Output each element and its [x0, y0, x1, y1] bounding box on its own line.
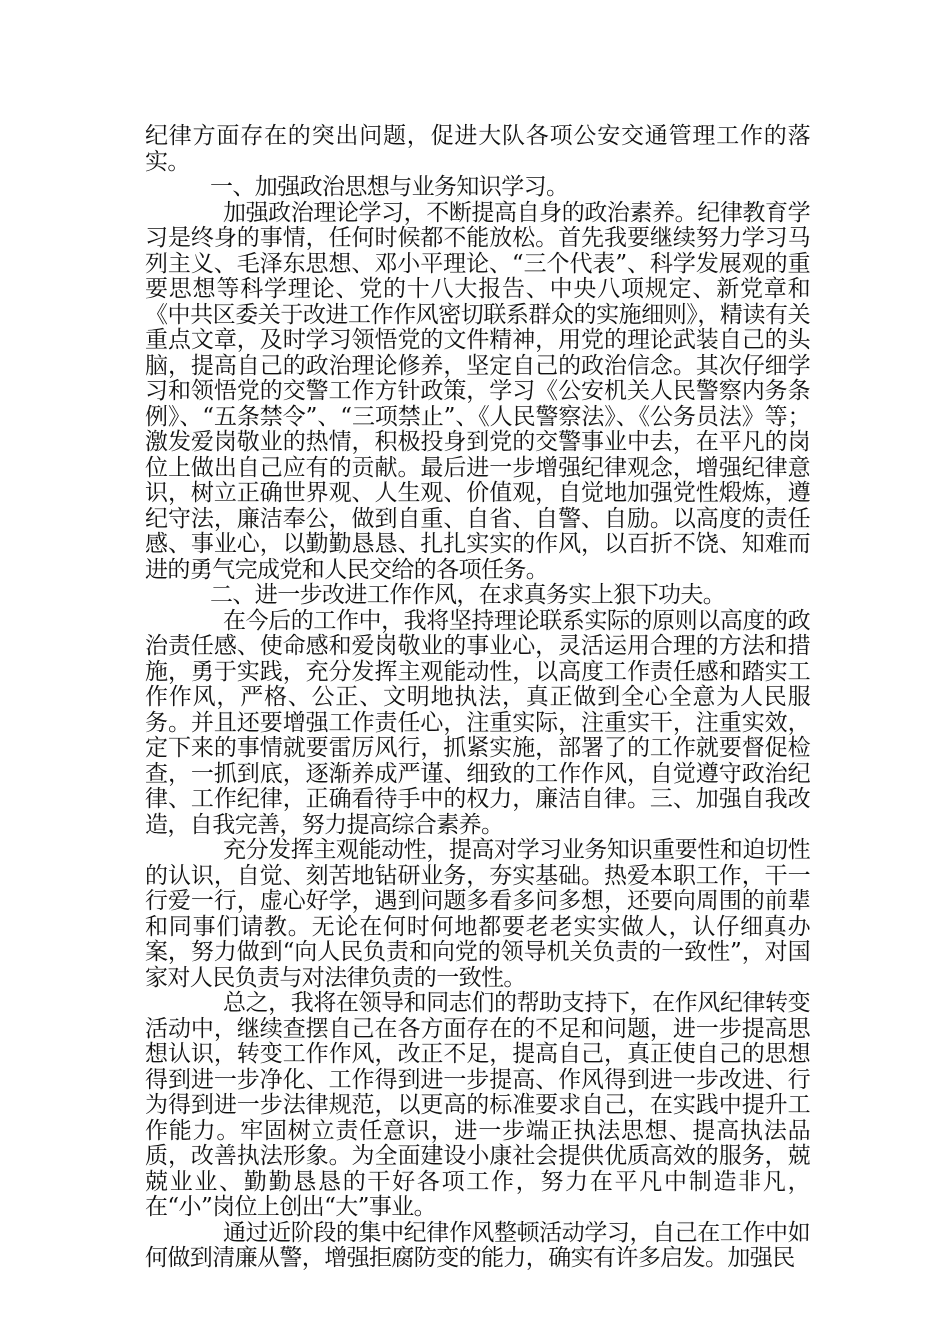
paragraph-summary: 总之，我将在领导和同志们的帮助支持下，在作风纪律转变活动中，继续查摆自己在各方面存在的不足和问题，进一步提高思想认识，转变工作作风，改正不足，提高自己，真正使自己的思想得到进一步净化、工作得到进一步提高、作风得到进一步改进、行为得到进一步法律规范，以更高的标准要求自己，在实践中提升工作能力。牢固树立责任意识，进一步端正执法思想、提高执法品质，改善执法形象。为全面建设小康社会提供优质高效的服务，兢兢业业、勤勤恳恳的干好各项工作，努力在平凡中制造非凡，在“小”岗位上创出“大”事业。	[145, 990, 810, 1220]
document-body	[145, 124, 810, 1272]
paragraph-continuation: 纪律方面存在的突出问题，促进大队各项公安交通管理工作的落实。	[145, 123, 810, 175]
paragraph-reflection: 通过近阶段的集中纪律作风整顿活动学习，自己在工作中如何做到清廉从警，增强拒腐防变的能力，确实有许多启发。加强民	[145, 1219, 810, 1271]
paragraph-work-style: 在今后的工作中，我将坚持理论联系实际的原则以高度的政治责任感、使命感和爱岗敬业的事业心，灵活运用合理的方法和措施，勇于实践，充分发挥主观能动性，以高度工作责任感和踏实工作作风，严格、公正、文明地执法，真正做到全心全意为人民服务。并且还要增强工作责任心，注重实际，注重实干，注重实效，定下来的事情就要雷厉风行，抓紧实施，部署了的工作就要督促检查，一抓到底，逐渐养成严谨、细致的工作作风，自觉遵守政治纪律、工作纪律，正确看待手中的权力，廉洁自律。三、加强自我改造，自我完善，努力提高综合素养。	[145, 607, 810, 838]
section-heading-1: 一、加强政治思想与业务知识学习。	[210, 174, 569, 200]
paragraph-political-study: 加强政治理论学习，不断提高自身的政治素养。纪律教育学习是终身的事情，任何时候都不能放松。首先我要继续努力学习马列主义、毛泽东思想、邓小平理论、“三个代表”、科学发展观的重要思想等科学理论、党的十八大报告、中央八项规定、新党章和《中共区委关于改进工作作风密切联系群众的实施细则》，精读有关重点文章，及时学习领悟党的文件精神，用党的理论武装自己的头脑，提高自己的政治理论修养，坚定自己的政治信念。其次仔细学习和领悟党的交警工作方针政策，学习《公安机关人民警察内务条例》、“五条禁令”、“三项禁止”、《人民警察法》、《公务员法》等；激发爱岗敬业的热情，积极投身到党的交警事业中去，在平凡的岗位上做出自己应有的贡献。最后进一步增强纪律观念，增强纪律意识，树立正确世界观、人生观、价值观，自觉地加强党性煅炼，遵纪守法，廉洁奉公，做到自重、自省、自警、自励。以高度的责任感、事业心，以勤勤恳恳、扎扎实实的作风，以百折不饶、知难而进的勇气完成党和人民交给的各项任务。	[145, 199, 810, 583]
paragraph-initiative: 充分发挥主观能动性，提高对学习业务知识重要性和迫切性的认识，自觉、刻苦地钻研业务，夯实基础。热爱本职工作，干一行爱一行，虚心好学，遇到问题多看多问多想，还要向周围的前辈和同事们请教。无论在何时何地都要老老实实做人，认仔细真办案，努力做到“向人民负责和向党的领导机关负责的一致性”，对国家对人民负责与对法律负责的一致性。	[145, 837, 810, 991]
section-heading-2: 二、进一步改进工作作风，在求真务实上狠下功夫。	[210, 582, 726, 608]
